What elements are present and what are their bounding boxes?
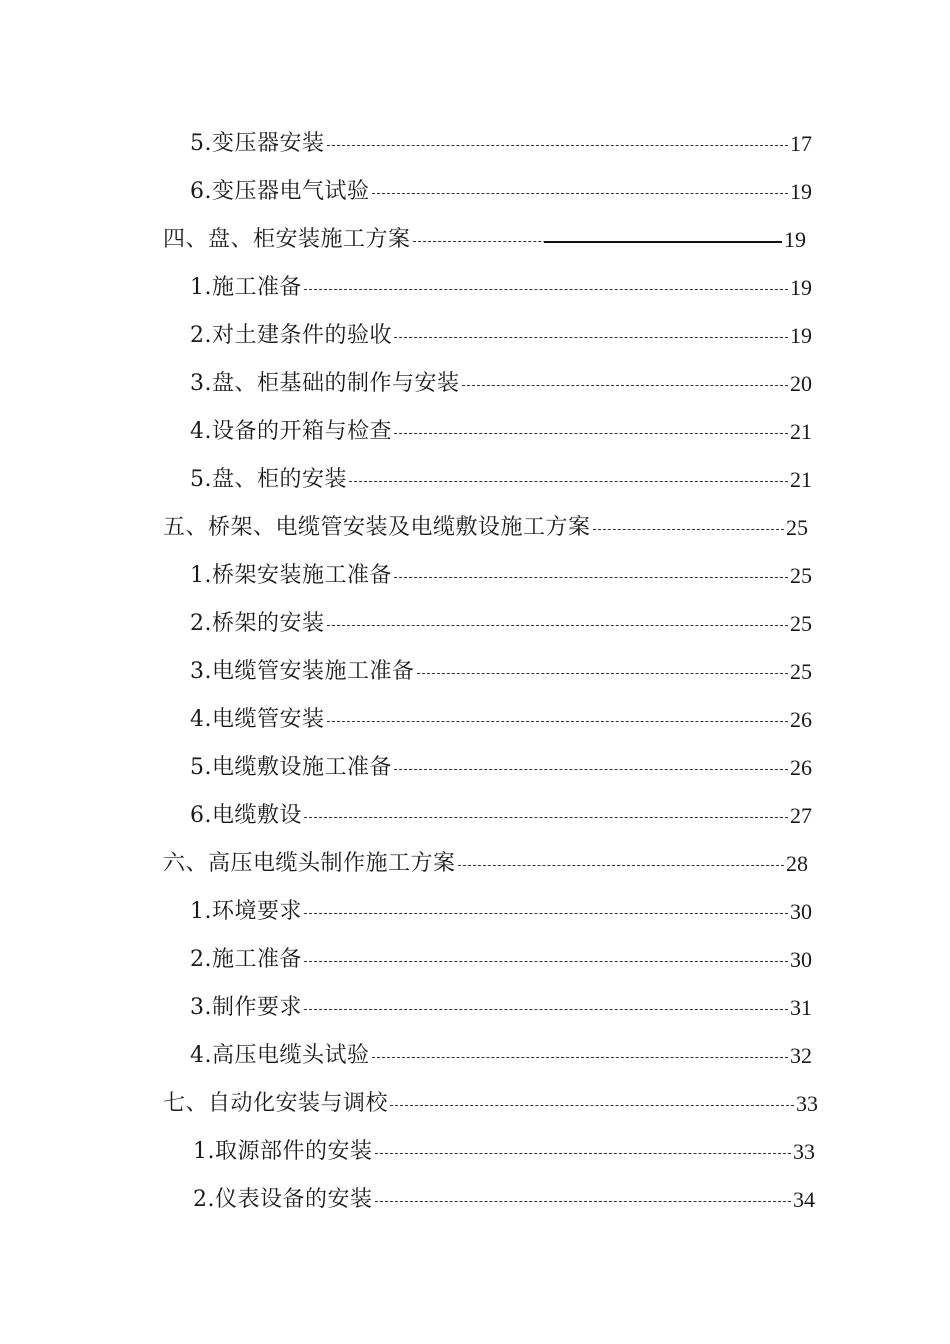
toc-entry-page: 27 (790, 803, 812, 828)
toc-leader (593, 529, 784, 530)
toc-section[interactable] (163, 1088, 818, 1120)
toc-entry[interactable] (190, 560, 812, 592)
toc-leader (375, 1201, 792, 1202)
toc-entry-label: 1.取源部件的安装 (193, 1139, 373, 1164)
toc-entry-page: 21 (790, 467, 812, 492)
toc-entry-page: 21 (790, 419, 812, 444)
toc-entry[interactable] (190, 368, 812, 400)
toc-section-page: 33 (796, 1091, 818, 1116)
toc-entry[interactable] (190, 608, 812, 640)
toc-leader (462, 385, 789, 386)
toc-entry[interactable] (190, 944, 812, 976)
toc-entry-page: 17 (790, 131, 812, 156)
toc-entry-label: 2.桥架的安装 (190, 611, 325, 636)
toc-entry-label: 1.桥架安装施工准备 (190, 563, 392, 588)
toc-entry[interactable] (193, 1136, 815, 1168)
toc-entry-label: 3.电缆管安装施工准备 (190, 659, 415, 684)
toc-leader (304, 913, 788, 914)
toc-entry[interactable] (193, 1184, 815, 1216)
toc-entry-page: 30 (790, 947, 812, 972)
toc-leader (394, 337, 788, 338)
toc-entry-page: 34 (793, 1187, 815, 1212)
toc-entry-page: 32 (790, 1043, 812, 1068)
toc-leader (304, 1009, 788, 1010)
toc-entry-page: 30 (790, 899, 812, 924)
toc-entry-label: 4.设备的开箱与检查 (190, 419, 392, 444)
toc-leader (390, 1105, 794, 1106)
toc-leader (327, 145, 789, 146)
toc-leader (304, 289, 788, 290)
toc-entry-label: 5.变压器安装 (190, 131, 325, 156)
toc-entry[interactable] (190, 704, 812, 736)
toc-leader (417, 673, 789, 674)
toc-entry-page: 20 (790, 371, 812, 396)
toc-entry-label: 1.施工准备 (190, 275, 302, 300)
toc-entry-page: 25 (790, 659, 812, 684)
toc-entry-label: 4.电缆管安装 (190, 707, 325, 732)
toc-leader (349, 481, 788, 482)
toc-entry-label: 4.高压电缆头试验 (190, 1043, 370, 1068)
toc-leader (327, 721, 789, 722)
toc-entry-page: 19 (790, 275, 812, 300)
toc-entry[interactable] (190, 752, 812, 784)
toc-section[interactable] (163, 848, 808, 880)
toc-entry-label: 1.环境要求 (190, 899, 302, 924)
toc-entry-label: 2.仪表设备的安装 (193, 1187, 373, 1212)
toc-leader (394, 577, 788, 578)
toc-entry-page: 31 (790, 995, 812, 1020)
toc-leader (394, 769, 788, 770)
toc-entry-page: 19 (790, 323, 812, 348)
toc-entry[interactable] (190, 464, 812, 496)
toc-leader (304, 817, 788, 818)
toc-entry-page: 33 (793, 1139, 815, 1164)
toc-entry-page: 26 (790, 755, 812, 780)
toc-leader (372, 193, 789, 194)
toc-entry[interactable] (190, 176, 812, 208)
toc-entry-label: 5.电缆敷设施工准备 (190, 755, 392, 780)
toc-entry[interactable] (190, 800, 812, 832)
toc-leader (394, 433, 788, 434)
toc-section-page: 25 (786, 515, 808, 540)
toc-leader (375, 1153, 792, 1154)
toc-section-label: 六、高压电缆头制作施工方案 (163, 851, 456, 876)
toc-entry[interactable] (190, 656, 812, 688)
toc-entry[interactable] (190, 1040, 812, 1072)
toc-entry-label: 2.对土建条件的验收 (190, 323, 392, 348)
toc-section-label: 七、自动化安装与调校 (163, 1091, 389, 1116)
toc-entry-page: 26 (790, 707, 812, 732)
toc-leader (327, 625, 789, 626)
toc-entry-label: 3.制作要求 (190, 995, 302, 1020)
toc-leader (413, 241, 782, 242)
toc-entry[interactable] (190, 992, 812, 1024)
toc-section-page: 28 (786, 851, 808, 876)
toc-leader (372, 1057, 789, 1058)
toc-entry[interactable] (190, 128, 812, 160)
toc-entry[interactable] (190, 320, 812, 352)
toc-entry-label: 6.变压器电气试验 (190, 179, 370, 204)
toc-leader (458, 865, 784, 866)
toc-section-label: 五、桥架、电缆管安装及电缆敷设施工方案 (163, 515, 591, 540)
toc-section-page: 19 (784, 227, 806, 252)
toc-entry[interactable] (190, 272, 812, 304)
toc-section[interactable] (163, 224, 806, 256)
toc-entry-page: 25 (790, 611, 812, 636)
toc-entry-label: 3.盘、柜基础的制作与安装 (190, 371, 460, 396)
toc-entry-page: 19 (790, 179, 812, 204)
toc-entry-label: 5.盘、柜的安装 (190, 467, 347, 492)
toc-leader (304, 961, 788, 962)
toc-section-label: 四、盘、柜安装施工方案 (163, 227, 411, 252)
toc-entry-label: 2.施工准备 (190, 947, 302, 972)
toc-entry[interactable] (190, 896, 812, 928)
toc-entry-label: 6.电缆敷设 (190, 803, 302, 828)
toc-entry[interactable] (190, 416, 812, 448)
toc-entry-page: 25 (790, 563, 812, 588)
toc-section[interactable] (163, 512, 808, 544)
